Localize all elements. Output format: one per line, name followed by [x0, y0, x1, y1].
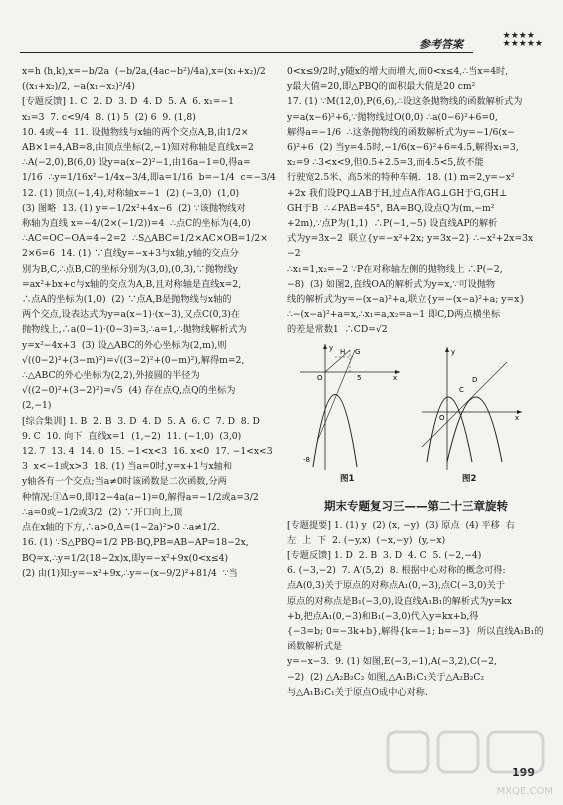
- text-line: 左 上 下 2. (−y,x) (−x,−y) (y,−x): [287, 534, 446, 546]
- text-line: AB×1=4,AB=8,由顶点坐标(2,−1)知对称轴是直线x=2: [22, 142, 254, 154]
- text-line: {−3=b; 0=−3k+b},解得{k=−1; b=−3} 所以直线A₁B₁的函数解析式是: [287, 626, 544, 653]
- text-line: x₂=9 ∴3<x<9,但0.5+2.5=3,而4.5<5,故不能: [287, 157, 484, 169]
- text-line: 点A(0,3)关于原点的对称点A₁(0,−3),点C(−3,0)关于: [287, 580, 505, 592]
- figure-1: [295, 342, 405, 482]
- text-line: +2m),∵点P为(1,1) ∴P(−1,−5) 设直线AP的解析: [287, 218, 498, 230]
- text-line: 抛物线上,∴a(0−1)·(0−3)=3,∴a=1,∴抛物线解析式为: [22, 324, 247, 336]
- text-line: x=h (h,k),x=−b/2a (−b/2a,(4ac−b²)/4a),x=(x₁+x₂)/2: [22, 66, 266, 77]
- text-line: ∴AC=OC−OA=4−2=2 ∴S△ABC=1/2×AC×OB=1/2×: [22, 233, 268, 245]
- text-line: 与△A₁B₁C₁关于原点O成中心对称.: [287, 686, 428, 698]
- text-line: [专题提要] 1. (1) y (2) (x, −y) (3) 原点 (4) 平移 右: [287, 519, 515, 531]
- right-column-top: [287, 64, 545, 338]
- text-line: +b,把点A₁(0,−3)和B₁(−3,0)代入y=kx+b,得: [287, 610, 479, 622]
- text-line: (2,−1): [22, 400, 52, 412]
- text-line: ∴A(−2,0),B(6,0) 设y=a(x−2)²−1,由16a−1=0,得a=: [22, 157, 251, 169]
- text-line: y轴各有一个交点;当a≠0时该函数是二次函数,分两: [22, 476, 227, 488]
- text-line: 17. (1) ∵M(12,0),P(6,6),∴设这条抛物线的函数解析式为: [287, 96, 523, 108]
- text-line: 12. 7 13. 4 14. 0 15. −1<x<3 16. x<0 17. −1<x<3: [22, 446, 273, 458]
- svg-text:O: O: [317, 373, 323, 382]
- figure-2-graph: [417, 342, 527, 472]
- text-line: 6. (−3,−2) 7. A′(5,2) 8. 根据中心对称的概念可得:: [287, 565, 506, 577]
- text-line: 点在x轴的下方,∴a>0,Δ=(1−2a)²>0 ∴a≠1/2.: [22, 522, 220, 534]
- text-line: BQ=x,∴y=1/2(18−2x)x,即y=−x²+9x(0<x≤4): [22, 552, 229, 564]
- text-line: [综合集训] 1. B 2. B 3. D 4. D 5. A 6. C 7. D 8. D: [22, 415, 260, 427]
- text-line: +2x 我们设PQ⊥AB于H,过点A作AG⊥GH于G,GH⊥: [287, 187, 508, 199]
- header-title: 参考答案: [419, 38, 463, 51]
- page-header: [20, 28, 543, 58]
- text-line: 2×6=6 14. (1) ∵直线y=−x+3与x轴,y轴的交点分: [22, 248, 239, 260]
- text-line: 线的解析式为y=−(x−a)²+a,联立{y=−(x−a)²+a; y=x}: [287, 294, 526, 306]
- text-line: y=−x−3. 9. (1) 如图,E(−3,−1),A(−3,2),C(−2,: [287, 656, 497, 668]
- text-line: ∴x₁=1,x₂=−2 ∵P在对称轴左侧的抛物线上 ∴P(−2,: [287, 263, 503, 275]
- text-line: 12. (1) 顶点(−1,4),对称轴x=−1 (2) (−3,0) (1,0): [22, 187, 240, 199]
- text-line: 称轴为直线 x=−4/(2×(−1/2))=4 ∴点C的坐标为(4,0): [22, 218, 251, 230]
- text-line: 行驶宽2.5米、高5米的特种车辆. 18. (1) m=2,y=−x²: [287, 172, 515, 184]
- text-line: 两个交点,设表达式为y=a(x−1)·(x−3),又点C(0,3)在: [22, 309, 240, 321]
- text-line: ∴a=0或−1/2或3/2 (2) ∵开口向上,顶: [22, 506, 183, 518]
- figure-1-caption: 图1: [340, 473, 355, 484]
- text-line: 1/16 ∴y=1/16x²−1/4x−3/4,即a=1/16 b=−1/4 c=−3/4: [22, 172, 276, 184]
- svg-text:x: x: [515, 413, 520, 422]
- text-line: y=x²−4x+3 (3) 设△ABC的外心坐标为(2,m),则: [22, 339, 227, 351]
- header-rule: [20, 52, 473, 53]
- svg-text:y: y: [451, 347, 456, 356]
- text-line: √((0−2)²+(3−m)²)=√((3−2)²+(0−m)²),解得m=2,: [22, 354, 245, 366]
- figure-2-caption: 图2: [462, 473, 477, 484]
- text-line: [专题反馈] 1. C 2. D 3. D 4. D 5. A 6. x₁=−1: [22, 96, 235, 108]
- svg-text:5: 5: [357, 373, 362, 382]
- text-line: ((x₁+x₂)/2, −a(x₁−x₂)²/4): [22, 81, 135, 93]
- svg-text:-8: -8: [303, 455, 310, 464]
- text-line: [专题反馈] 1. D 2. B 3. D 4. C 5. (−2,−4): [287, 550, 482, 562]
- text-line: 式为y=3x−2 联立{y=−x²+2x; y=3x−2} ∴−x²+2x=3x−2: [287, 233, 534, 260]
- text-line: ∴点A的坐标为(1,0) (2) ∵点A,B是抛物线与x轴的: [22, 294, 232, 306]
- text-line: √((2−0)²+(3−2)²)=√5 (4) 存在点Q,点Q的坐标为: [22, 385, 236, 397]
- text-line: 10. 4或−4 11. 设抛物线与x轴的两个交点A,B,由1/2×: [22, 126, 249, 138]
- text-line: −2) (2) △A₂B₂C₂ 如图,△A₁B₁C₁关于△A₂B₂C₂: [287, 671, 485, 683]
- text-line: 3 x<−1或x>3 18. (1) 当a=0时,y=x+1与x轴和: [22, 461, 233, 473]
- svg-text:G: G: [355, 347, 361, 356]
- text-line: 16. (1) ∵S△PBQ=1/2 PB·BQ,PB=AB−AP=18−2x,: [22, 537, 249, 549]
- svg-text:D: D: [472, 375, 478, 384]
- text-line: 9. C 10. 向下 直线x=1 (1,−2) 11. (−1,0) (3,0): [22, 430, 242, 442]
- text-line: −8) (3) 如图2,直线OA的解析式为y=x,∵可设抛物: [287, 278, 496, 290]
- text-line: ∴△ABC的外心坐标为(2,2),外接圆的半径为: [22, 370, 200, 382]
- svg-text:O: O: [439, 413, 445, 422]
- right-column: [287, 64, 545, 700]
- figures: [287, 342, 545, 492]
- star-decoration-icon: ★★★★ ★★★★★: [502, 31, 543, 49]
- text-line: =ax²+bx+c与x轴的交点为A,B,且对称轴是直线x=2,: [22, 278, 242, 290]
- svg-text:y: y: [329, 343, 334, 352]
- text-line: 6)²+6 (2) 当y=4.5时,−1/6(x−6)²+6=4.5,解得x₁=3,: [287, 142, 519, 154]
- svg-text:H: H: [340, 347, 346, 356]
- text-line: GH于B ∴∠PAB=45°, BA=BQ,设点Q为(m,−m²: [287, 202, 495, 214]
- watermark-graphic: [383, 727, 553, 782]
- svg-text:C: C: [459, 385, 464, 394]
- page-number: 199: [512, 766, 535, 779]
- text-line: x₂=3 7. c<9/4 8. (1) 5 (2) 6 9. (1,8): [22, 111, 196, 123]
- text-line: ∴−(x−a)²+a=x,∴x₁=a,x₂=a−1 即C,D两点横坐标: [287, 309, 501, 321]
- text-line: (2) 由(1)知:y=−x²+9x,∴y=−(x−9/2)²+81/4 ∵当: [22, 567, 238, 579]
- svg-text:x: x: [393, 373, 398, 382]
- text-line: 0<x≤9/2时,y随x的增大而增大,而0<x≤4,∴当x=4时,: [287, 66, 509, 77]
- text-line: 原点的对称点是B₁(−3,0),设直线A₁B₁的解析式为y=kx: [287, 595, 513, 607]
- text-line: 的差是常数1 ∴CD=√2: [287, 324, 388, 336]
- text-line: 别为B,C,∴点B,C的坐标分别为(3,0),(0,3),∵抛物线y: [22, 263, 238, 275]
- text-line: y=a(x−6)²+6,∵抛物线过O(0,0) ∴a(0−6)²+6=0,: [287, 111, 498, 123]
- text-line: 解得a=−1/6 ∴这条抛物线的函数解析式为y=−1/6(x−: [287, 126, 515, 138]
- text-line: 种情况:①Δ=0,即12−4a(a−1)=0,解得a=−1/2或a=3/2: [22, 491, 259, 503]
- watermark-logo: [383, 727, 553, 797]
- left-column: [22, 64, 279, 581]
- watermark-text: MXQE.COM: [496, 786, 553, 797]
- right-column-bottom: [287, 518, 545, 700]
- figure-2: [417, 342, 527, 482]
- text-line: y最大值=20,即△PBQ的面积最大值是20 cm²: [287, 81, 476, 93]
- section-title: 期末专题复习三——第二十三章旋转: [324, 498, 508, 513]
- figure-1-graph: [295, 342, 405, 472]
- text-line: (3) 图略 13. (1) y=−1/2x²+4x−6 (2) ∵该抛物线对: [22, 202, 246, 214]
